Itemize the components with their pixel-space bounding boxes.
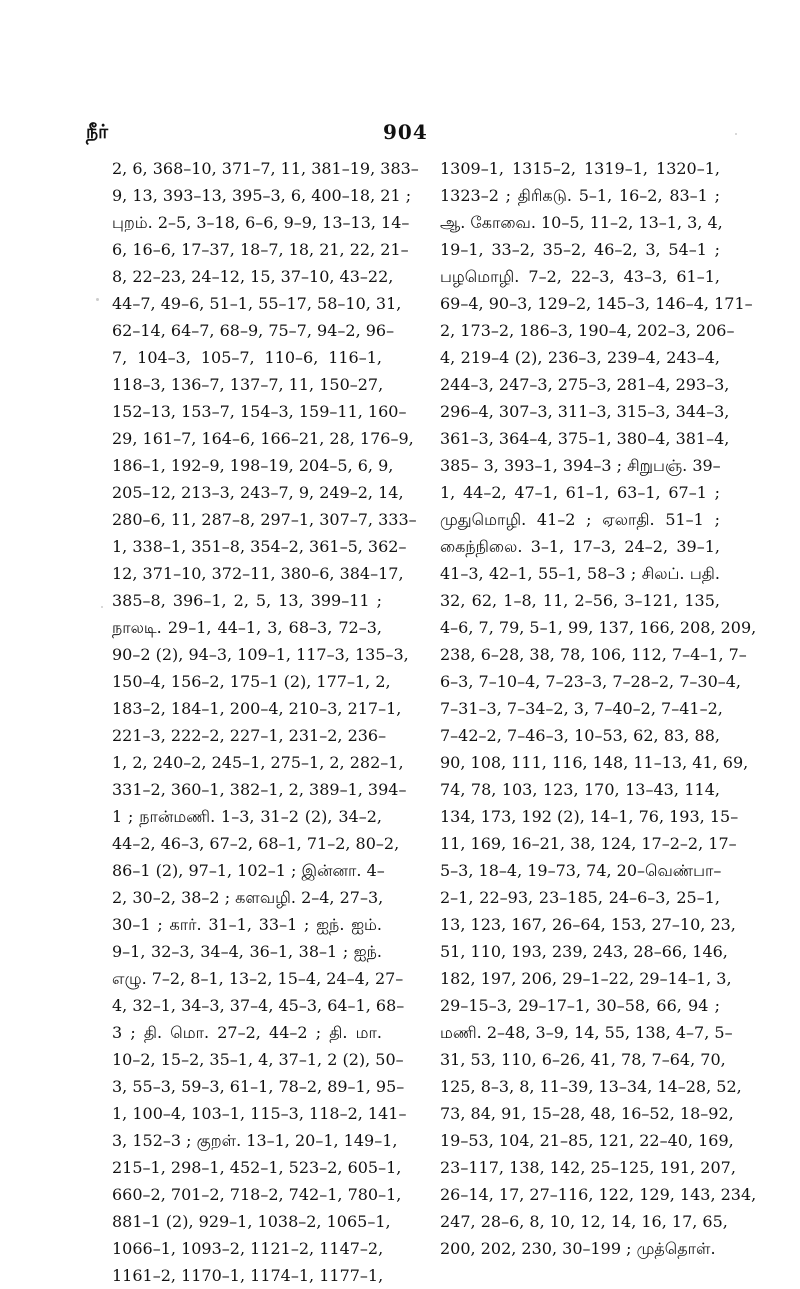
index-line-left: 9–1, 32–3, 34–4, 36–1, 38–1 ; ஐந். — [112, 942, 382, 961]
index-line-left: 660–2, 701–2, 718–2, 742–1, 780–1, — [112, 1185, 402, 1204]
index-line-right: 361–3, 364–4, 375–1, 380–4, 381–4, — [440, 429, 730, 448]
index-line-right: 32, 62, 1–8, 11, 2–56, 3–121, 135, — [440, 591, 720, 610]
index-line-right: 200, 202, 230, 30–199 ; முத்தொள். — [440, 1239, 716, 1258]
speck-mark — [96, 298, 99, 301]
index-line-left: 3 ; தி. மொ. 27–2, 44–2 ; தி. மா. — [112, 1023, 382, 1042]
index-line-right: 2–1, 22–93, 23–185, 24–6–3, 25–1, — [440, 888, 720, 907]
index-line-right: 4, 219–4 (2), 236–3, 239–4, 243–4, — [440, 348, 720, 367]
index-line-right: 19–53, 104, 21–85, 121, 22–40, 169, — [440, 1131, 734, 1150]
index-line-left: 152–13, 153–7, 154–3, 159–11, 160– — [112, 402, 407, 421]
index-line-left: 7, 104–3, 105–7, 110–6, 116–1, — [112, 348, 382, 367]
index-line-left: 2, 6, 368–10, 371–7, 11, 381–19, 383– — [112, 159, 419, 178]
index-line-left: புறம். 2–5, 3–18, 6–6, 9–9, 13–13, 14– — [112, 213, 410, 232]
index-line-left: 2, 30–2, 38–2 ; களவழி. 2–4, 27–3, — [112, 888, 384, 907]
index-line-left: 6, 16–6, 17–37, 18–7, 18, 21, 22, 21– — [112, 240, 409, 259]
index-line-left: 90–2 (2), 94–3, 109–1, 117–3, 135–3, — [112, 645, 409, 664]
index-line-right: 1, 44–2, 47–1, 61–1, 63–1, 67–1 ; — [440, 483, 720, 502]
index-line-left: 385–8, 396–1, 2, 5, 13, 399–11 ; — [112, 591, 382, 610]
index-line-right: 238, 6–28, 38, 78, 106, 112, 7–4–1, 7– — [440, 645, 747, 664]
index-line-right: முதுமொழி. 41–2 ; ஏலாதி. 51–1 ; — [440, 510, 720, 529]
index-line-right: 1309–1, 1315–2, 1319–1, 1320–1, — [440, 159, 720, 178]
index-line-left: 331–2, 360–1, 382–1, 2, 389–1, 394– — [112, 780, 407, 799]
index-line-right: 7–31–3, 7–34–2, 3, 7–40–2, 7–41–2, — [440, 699, 723, 718]
index-line-left: நாலடி. 29–1, 44–1, 3, 68–3, 72–3, — [112, 618, 382, 637]
page-number: 904 — [383, 120, 428, 144]
index-line-right: 29–15–3, 29–17–1, 30–58, 66, 94 ; — [440, 996, 720, 1015]
index-line-left: 215–1, 298–1, 452–1, 523–2, 605–1, — [112, 1158, 402, 1177]
index-line-left: 280–6, 11, 287–8, 297–1, 307–7, 333– — [112, 510, 417, 529]
index-line-right: 13, 123, 167, 26–64, 153, 27–10, 23, — [440, 915, 736, 934]
index-line-left: 1, 338–1, 351–8, 354–2, 361–5, 362– — [112, 537, 407, 556]
index-line-right: 19–1, 33–2, 35–2, 46–2, 3, 54–1 ; — [440, 240, 720, 259]
index-line-right: 31, 53, 110, 6–26, 41, 78, 7–64, 70, — [440, 1050, 726, 1069]
index-line-right: 247, 28–6, 8, 10, 12, 14, 16, 17, 65, — [440, 1212, 728, 1231]
index-line-left: 86–1 (2), 97–1, 102–1 ; இன்னா. 4– — [112, 861, 385, 880]
index-line-right: 2, 173–2, 186–3, 190–4, 202–3, 206– — [440, 321, 735, 340]
index-line-right: 90, 108, 111, 116, 148, 11–13, 41, 69, — [440, 753, 749, 772]
index-line-left: 118–3, 136–7, 137–7, 11, 150–27, — [112, 375, 384, 394]
index-line-right: மணி. 2–48, 3–9, 14, 55, 138, 4–7, 5– — [440, 1023, 733, 1042]
right-column — [440, 155, 757, 1262]
index-line-left: 8, 22–23, 24–12, 15, 37–10, 43–22, — [112, 267, 394, 286]
index-line-left: 205–12, 213–3, 243–7, 9, 249–2, 14, — [112, 483, 404, 502]
index-line-right: 69–4, 90–3, 129–2, 145–3, 146–4, 171– — [440, 294, 753, 313]
index-line-right: 74, 78, 103, 123, 170, 13–43, 114, — [440, 780, 720, 799]
index-line-left: 12, 371–10, 372–11, 380–6, 384–17, — [112, 564, 404, 583]
index-line-right: பழமொழி. 7–2, 22–3, 43–3, 61–1, — [440, 267, 720, 286]
index-line-right: 5–3, 18–4, 19–73, 74, 20–வெண்பா– — [440, 861, 722, 880]
running-head: நீர் — [86, 121, 109, 143]
index-line-right: 51, 110, 193, 239, 243, 28–66, 146, — [440, 942, 728, 961]
index-line-left: 1, 2, 240–2, 245–1, 275–1, 2, 282–1, — [112, 753, 404, 772]
index-line-left: 881–1 (2), 929–1, 1038–2, 1065–1, — [112, 1212, 391, 1231]
index-line-left: 150–4, 156–2, 175–1 (2), 177–1, 2, — [112, 672, 391, 691]
index-line-right: 6–3, 7–10–4, 7–23–3, 7–28–2, 7–30–4, — [440, 672, 742, 691]
index-line-left: 221–3, 222–2, 227–1, 231–2, 236– — [112, 726, 387, 745]
index-line-left: 1, 100–4, 103–1, 115–3, 118–2, 141– — [112, 1104, 407, 1123]
index-line-right: 134, 173, 192 (2), 14–1, 76, 193, 15– — [440, 807, 739, 826]
index-line-right: 73, 84, 91, 15–28, 48, 16–52, 18–92, — [440, 1104, 734, 1123]
speck-mark — [101, 606, 103, 608]
index-line-right: 182, 197, 206, 29–1–22, 29–14–1, 3, — [440, 969, 732, 988]
index-line-left: 1 ; நான்மணி. 1–3, 31–2 (2), 34–2, — [112, 807, 382, 826]
index-line-left: 1161–2, 1170–1, 1174–1, 1177–1, — [112, 1266, 384, 1285]
index-line-right: 26–14, 17, 27–116, 122, 129, 143, 234, — [440, 1185, 757, 1204]
index-line-left: 186–1, 192–9, 198–19, 204–5, 6, 9, — [112, 456, 394, 475]
index-line-right: கைந்நிலை. 3–1, 17–3, 24–2, 39–1, — [440, 537, 720, 556]
index-line-left: 44–7, 49–6, 51–1, 55–17, 58–10, 31, — [112, 294, 402, 313]
index-line-right: 1323–2 ; திரிகடு. 5–1, 16–2, 83–1 ; — [440, 186, 720, 205]
index-line-left: 29, 161–7, 164–6, 166–21, 28, 176–9, — [112, 429, 414, 448]
index-line-right: 296–4, 307–3, 311–3, 315–3, 344–3, — [440, 402, 730, 421]
index-line-left: 30–1 ; கார். 31–1, 33–1 ; ஐந். ஐம். — [112, 915, 382, 934]
index-line-right: 23–117, 138, 142, 25–125, 191, 207, — [440, 1158, 736, 1177]
index-line-right: 7–42–2, 7–46–3, 10–53, 62, 83, 88, — [440, 726, 720, 745]
index-line-left: 10–2, 15–2, 35–1, 4, 37–1, 2 (2), 50– — [112, 1050, 404, 1069]
left-column — [112, 155, 419, 1289]
index-line-left: 62–14, 64–7, 68–9, 75–7, 94–2, 96– — [112, 321, 395, 340]
index-line-left: எழு. 7–2, 8–1, 13–2, 15–4, 24–4, 27– — [112, 969, 404, 988]
index-line-right: 385– 3, 393–1, 394–3 ; சிறுபஞ். 39– — [440, 456, 721, 475]
speck-mark — [735, 133, 737, 135]
index-line-left: 3, 55–3, 59–3, 61–1, 78–2, 89–1, 95– — [112, 1077, 405, 1096]
index-line-right: 41–3, 42–1, 55–1, 58–3 ; சிலப். பதி. — [440, 564, 720, 583]
index-line-right: 11, 169, 16–21, 38, 124, 17–2–2, 17– — [440, 834, 737, 853]
index-line-left: 183–2, 184–1, 200–4, 210–3, 217–1, — [112, 699, 402, 718]
index-line-right: 244–3, 247–3, 275–3, 281–4, 293–3, — [440, 375, 730, 394]
index-line-left: 9, 13, 393–13, 395–3, 6, 400–18, 21 ; — [112, 186, 412, 205]
index-line-left: 3, 152–3 ; குறள். 13–1, 20–1, 149–1, — [112, 1131, 398, 1150]
index-line-left: 44–2, 46–3, 67–2, 68–1, 71–2, 80–2, — [112, 834, 400, 853]
index-line-right: 125, 8–3, 8, 11–39, 13–34, 14–28, 52, — [440, 1077, 742, 1096]
index-line-left: 4, 32–1, 34–3, 37–4, 45–3, 64–1, 68– — [112, 996, 405, 1015]
index-line-left: 1066–1, 1093–2, 1121–2, 1147–2, — [112, 1239, 384, 1258]
index-line-right: 4–6, 7, 79, 5–1, 99, 137, 166, 208, 209, — [440, 618, 757, 637]
index-line-right: ஆ. கோவை. 10–5, 11–2, 13–1, 3, 4, — [440, 213, 723, 232]
